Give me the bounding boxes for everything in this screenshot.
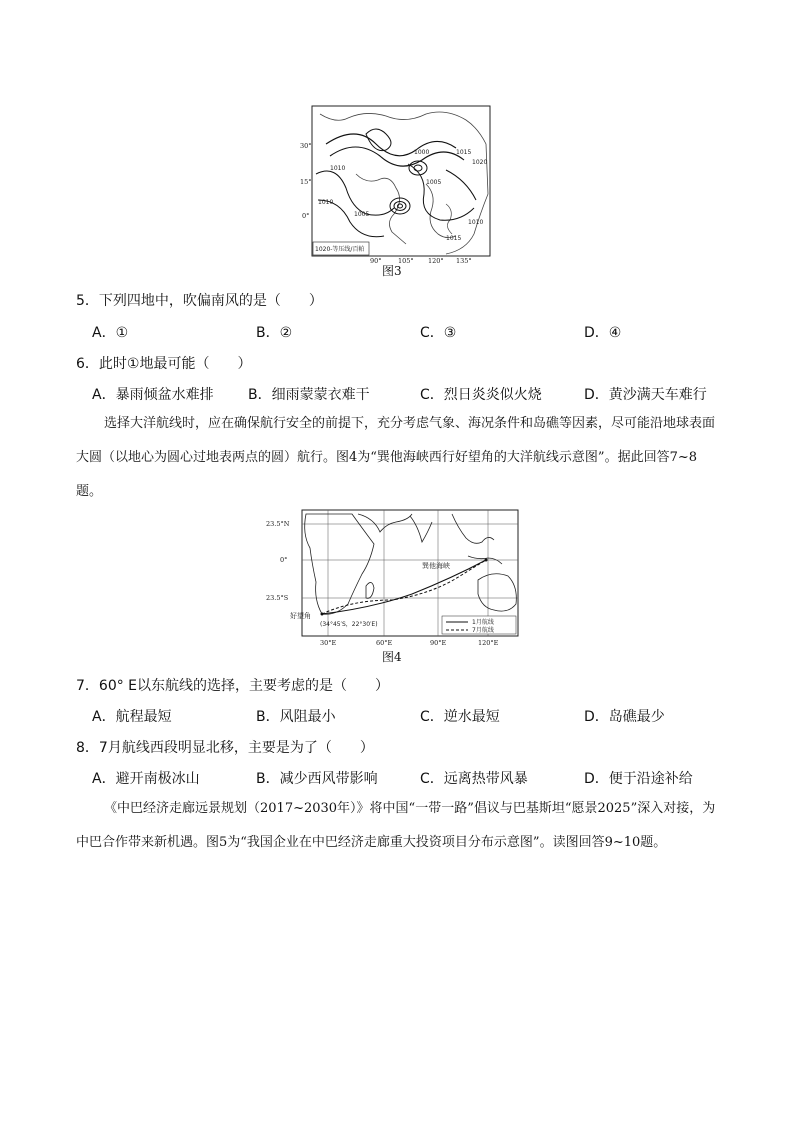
isobar-label: 1010	[330, 165, 346, 172]
lon-label: 120°E	[478, 639, 499, 647]
q7-option-b: B．风阻最小	[256, 709, 336, 725]
q6-option-d: D．黄沙满天车难行	[584, 387, 707, 403]
q7-option-c: C．逆水最短	[420, 709, 500, 725]
lon-label: 60°E	[376, 639, 393, 647]
q7-option-d: D．岛礁最少	[584, 709, 665, 725]
q8-option-d: D．便于沿途补给	[584, 771, 693, 787]
isobar-label: 1015	[456, 149, 472, 156]
lat-label: 23.5°S	[266, 594, 289, 602]
legend-isobar: 1020-等压线/百帕	[315, 246, 365, 253]
lat-label: 30°	[300, 142, 312, 150]
q6-option-b: B．细雨蒙蒙衣难干	[248, 387, 370, 403]
isobar-label: 1005	[426, 179, 442, 186]
lat-label: 0°	[280, 556, 288, 564]
reading-passage-2: 《中巴经济走廊远景规划（2017~2030年）》将中国“一带一路”倡议与巴基斯坦“愿景2025”深入对接，为中巴合作带来新机遇。图5为“我国企业在中巴经济走廊重大投资项目分布示意图”。读图回答9~10题。	[76, 801, 716, 850]
isobar-label: 1010	[318, 199, 334, 206]
lon-label: 120°	[428, 257, 444, 264]
question-7-stem: 7．60° E以东航线的选择，主要考虑的是（ ）	[76, 678, 390, 694]
q5-option-d: D．④	[584, 325, 622, 341]
lon-label: 30°E	[320, 639, 337, 647]
lon-label: 90°	[370, 257, 382, 264]
q6-option-a: A．暴雨倾盆水难排	[92, 387, 214, 403]
q5-option-c: C．③	[420, 325, 457, 341]
reading-passage-1: 选择大洋航线时，应在确保航行安全的前提下，充分考虑气象、海况条件和岛礁等因素，尽可能沿地球表面大圆（以地心为圆心过地表两点的圆）航行。图4为“巽他海峡西行好望角的大洋航线示意图”。据此回答7~8题。	[76, 416, 716, 499]
q6-option-c: C．烈日炎炎似火烧	[420, 387, 542, 403]
q8-option-b: B．减少西风带影响	[256, 771, 378, 787]
question-5-stem: 5．下列四地中，吹偏南风的是（ ）	[76, 293, 323, 309]
lon-label: 135°	[456, 257, 472, 264]
route-map-svg	[262, 504, 524, 652]
figure-4-map	[262, 504, 524, 652]
figure-3-caption: 图3	[382, 264, 402, 278]
lon-label: 90°E	[430, 639, 447, 647]
q8-option-c: C．远离热带风暴	[420, 771, 528, 787]
legend-january-route: 1月航线	[472, 619, 494, 626]
cape-label: 好望角	[290, 612, 311, 620]
q8-option-a: A．避开南极冰山	[92, 771, 200, 787]
isobar-label: 1000	[414, 149, 430, 156]
isobar-label: 1010	[468, 219, 484, 226]
figure-3-map	[296, 104, 502, 264]
q5-option-a: A．①	[92, 325, 129, 341]
figure-4-caption: 图4	[382, 650, 402, 664]
sunda-strait-label: 巽他海峡	[422, 562, 450, 570]
q7-option-a: A．航程最短	[92, 709, 172, 725]
isobar-label: 1005	[354, 211, 370, 218]
question-8-stem: 8．7月航线西段明显北移，主要是为了（ ）	[76, 740, 374, 756]
isobar-map-svg	[296, 104, 502, 264]
legend-july-route: 7月航线	[472, 627, 494, 634]
q5-option-b: B．②	[256, 325, 293, 341]
cape-coordinate: (34°45′S，22°30′E)	[320, 621, 378, 628]
lat-label: 0°	[302, 212, 310, 220]
lat-label: 15°	[300, 178, 312, 186]
question-6-stem: 6．此时①地最可能（ ）	[76, 356, 252, 372]
isobar-label: 1015	[446, 235, 462, 242]
lon-label: 105°	[398, 257, 414, 264]
lat-label: 23.5°N	[266, 520, 290, 528]
isobar-label: 1020	[472, 159, 488, 166]
